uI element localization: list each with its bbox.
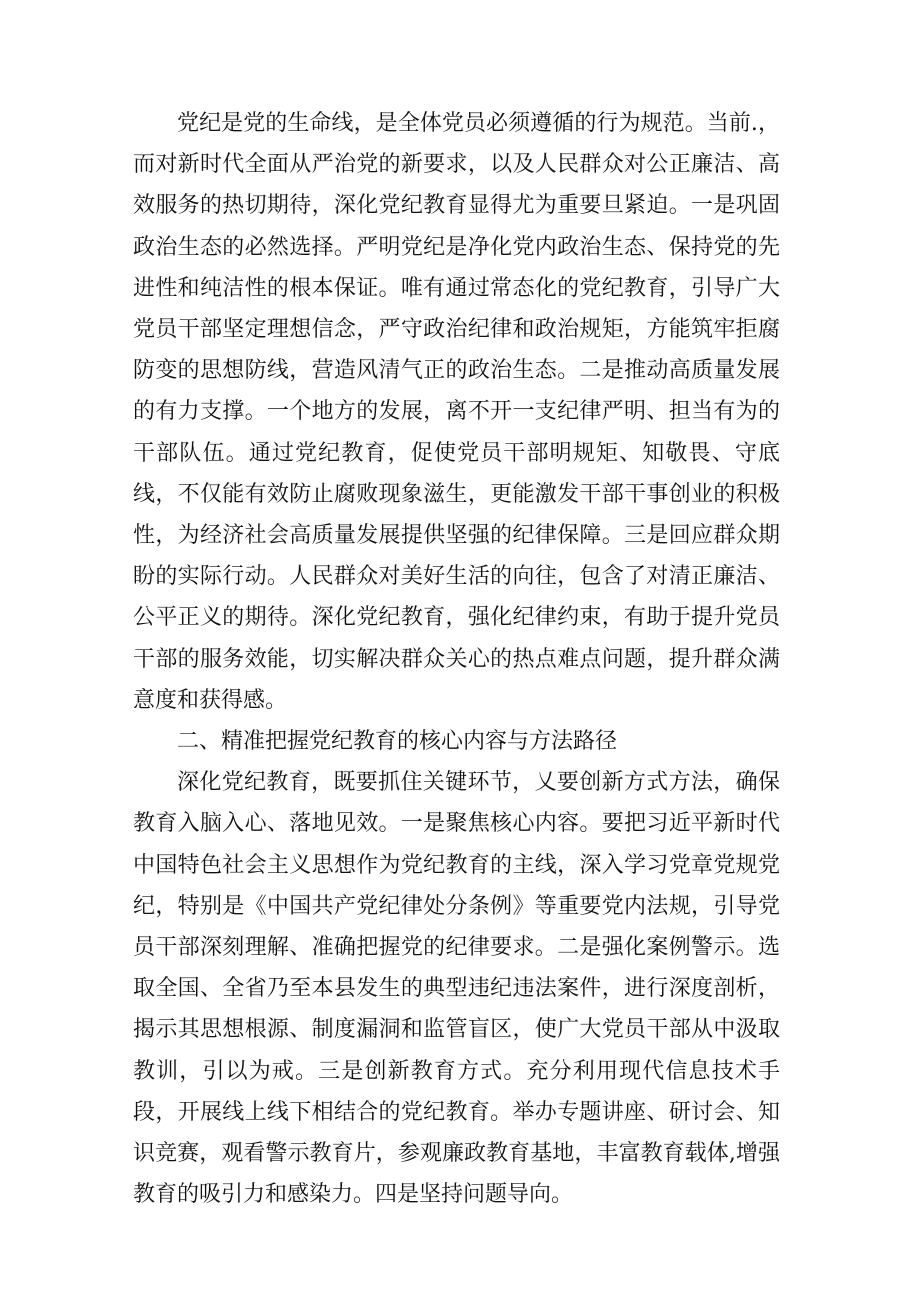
section-heading: 二、精准把握党纪教育的核心内容与方法路径 xyxy=(177,729,618,755)
body-paragraph-2: 深化党纪教育，既要抓住关键环节，乂要创新方式方法，确保教育入脑入心、落地见效。一是聚焦核心内容。要把习近平新时代中国特色社会主义思想作为党纪教育的主线，深入学习党章党规党纪，特别是《中国共产党纪律处分条例》等重要党内法规，引导党员干部深刻理解、准确把握党的纪律要求。二是强化案例警示。选取全国、全省乃至本县发生的典型违纪违法案件，进行深度剖析，揭示其思想根源、制度漏洞和监管盲区，使广大党员干部从中汲取教训，引以为戒。三是创新教育方式。充分利用现代信息技术手段，开展线上线下相结合的党纪教育。举办专题讲座、研讨会、知识竞赛，观看警示教育片，参观廉政教育基地，丰富教育载体,增强教育的吸引力和感染力。四是坚持问题导向。 xyxy=(133,770,780,1208)
body-paragraph-1: 党纪是党的生命线，是全体党员必须遵循的行为规范。当前.，而对新时代全面从严治党的新要求，以及人民群众对公正廉洁、高效服务的热切期待，深化党纪教育显得尤为重要旦紧迫。一是巩固政治生态的必然选择。严明党纪是净化党内政治生态、保持党的先进性和纯洁性的根本保证。唯有通过常态化的党纪教育，引导广大党员干部坚定理想信念，严守政治纪律和政治规矩，方能筑牢拒腐防变的思想防线，营造风清气正的政治生态。二是推动高质量发展的有力支撑。一个地方的发展，离不开一支纪律严明、担当有为的干部队伍。通过党纪教育，促使党员干部明规矩、知敬畏、守底线，不仅能有效防止腐败现象滋生，更能激发干部干事创业的积极性，为经济社会高质量发展提供坚强的纪律保障。三是回应群众期盼的实际行动。人民群众对美好生活的向往，包含了对清正廉洁、公平正义的期待。深化党纪教育，强化纪律约束，有助于提升党员干部的服务效能，切实解决群众关心的热点难点问题，提升群众满意度和获得感。 xyxy=(133,111,780,713)
